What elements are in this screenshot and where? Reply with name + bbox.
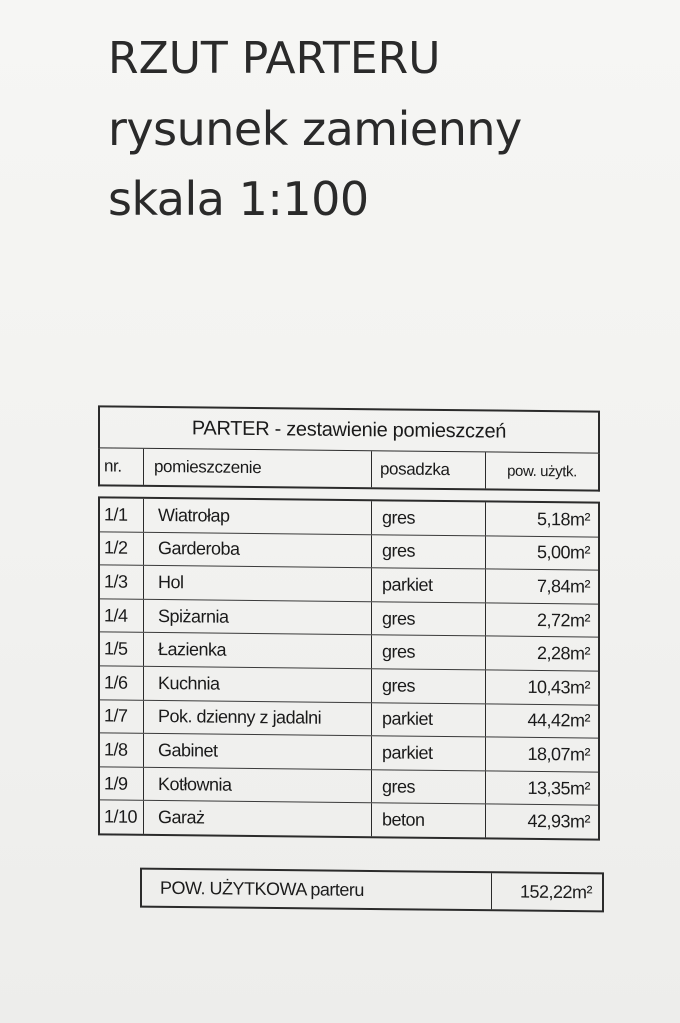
rooms-table [98,405,600,840]
cell-room: Wiatrołap [144,499,372,534]
cell-area: 13,35m² [527,777,590,799]
table-row [100,767,598,806]
cell-floor: beton [372,804,486,838]
cell-floor: gres [372,501,486,535]
total-value: 152,22m² [519,881,592,902]
table-row [100,801,598,839]
table-row [100,566,598,605]
header-nr: nr. [100,448,144,484]
table-header [98,448,600,491]
cell-room: Gabinet [144,734,372,769]
cell-room: Hol [144,566,372,601]
cell-room: Garaż [144,801,372,836]
cell-floor: parkiet [372,568,486,602]
table-body [98,496,600,840]
cell-floor: gres [372,535,486,569]
cell-room: Pok. dzienny z jadalni [144,700,372,735]
cell-floor: gres [372,669,486,703]
cell-area: 7,84m² [536,575,590,597]
cell-area: 5,00m² [536,542,590,563]
table-row [100,633,598,672]
cell-floor: gres [372,770,486,804]
header-area: pow. użytk. [507,462,577,480]
cell-nr: 1/7 [100,700,144,733]
total-label: POW. UŻYTKOWA parteru [142,870,492,910]
cell-area: 2,72m² [536,609,590,631]
cell-area: 10,43m² [527,676,590,698]
table-row [100,700,598,739]
cell-floor: parkiet [372,703,486,737]
table-row [100,498,598,537]
cell-floor: gres [372,602,486,636]
cell-nr: 1/5 [100,633,144,666]
header-floor: posadzka [372,451,486,488]
heading-subtitle: rysunek zamienny [108,102,522,156]
table-row [100,666,598,705]
cell-area: 2,28m² [536,643,590,664]
cell-nr: 1/9 [100,767,144,800]
cell-nr: 1/4 [100,599,144,632]
cell-nr: 1/6 [100,666,144,699]
cell-room: Łazienka [144,633,372,668]
table-row [100,599,598,638]
drawing-heading [108,24,522,234]
table-row [100,734,598,773]
cell-nr: 1/3 [100,566,144,599]
cell-nr: 1/2 [100,532,144,565]
cell-room: Kuchnia [144,667,372,702]
table-row [100,532,598,571]
cell-floor: parkiet [372,736,486,770]
heading-scale: skala 1:100 [108,172,369,226]
cell-area: 42,93m² [527,811,590,832]
header-room: pomieszczenie [144,449,372,487]
cell-room: Kotłownia [144,768,372,803]
cell-nr: 1/10 [100,801,144,834]
cell-nr: 1/8 [100,734,144,767]
cell-nr: 1/1 [100,498,144,531]
total-box [140,868,604,913]
cell-area: 44,42m² [527,710,590,731]
table-caption: PARTER - zestawienie pomieszczeń [98,405,600,453]
cell-area: 18,07m² [527,743,590,765]
cell-floor: gres [372,636,486,670]
cell-room: Spiżarnia [144,600,372,635]
heading-title: RZUT PARTERU [108,33,441,84]
cell-area: 5,18m² [536,508,590,530]
cell-room: Garderoba [144,532,372,567]
